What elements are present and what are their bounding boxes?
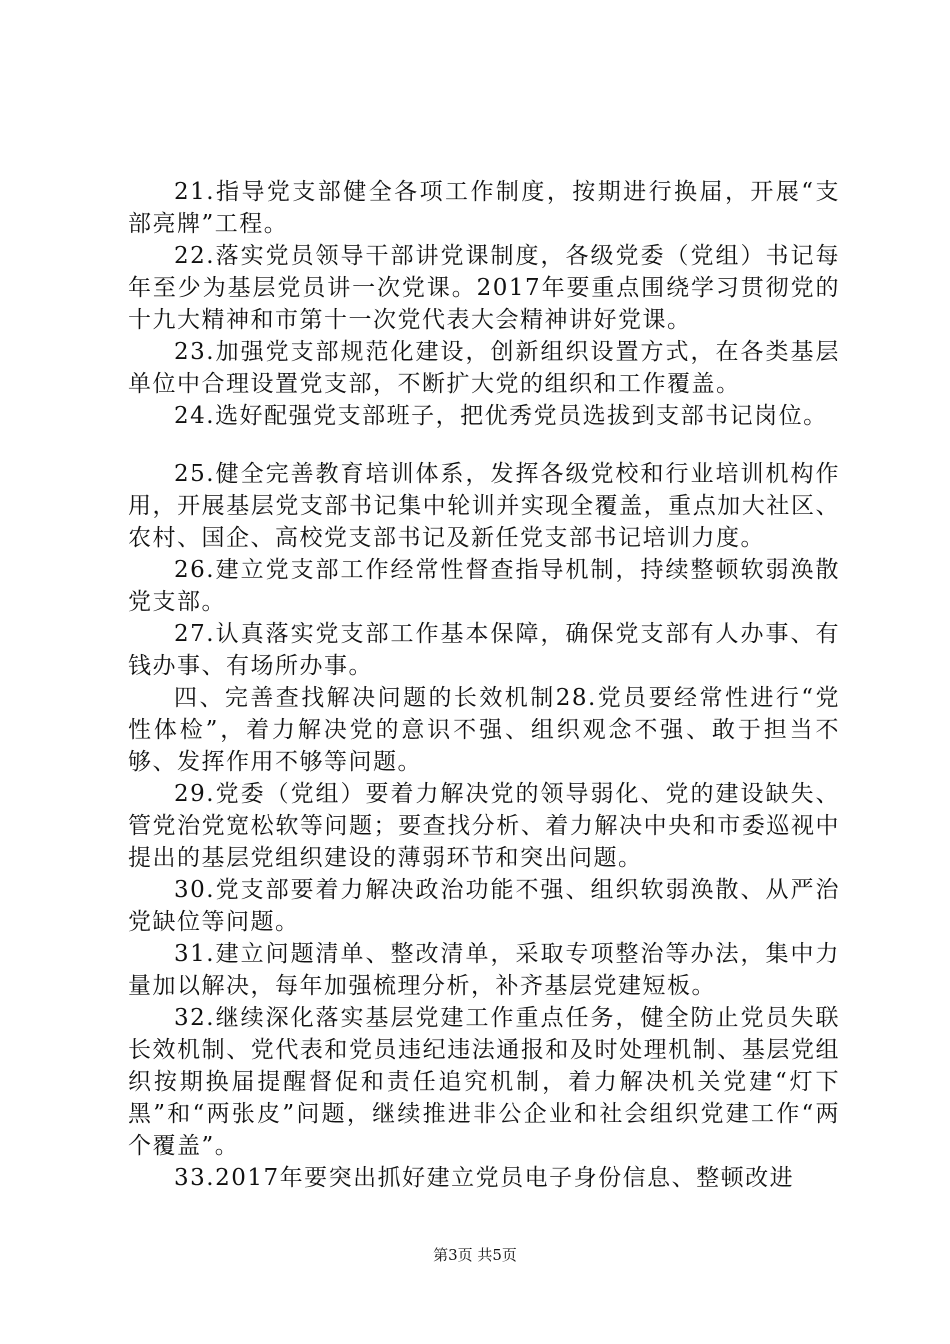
paragraph-21: 21.指导党支部健全各项工作制度，按期进行换届，开展“支部亮牌”工程。: [128, 179, 840, 237]
paragraph-22: 22.落实党员领导干部讲党课制度，各级党委（党组）书记每年至少为基层党员讲一次党课。2017年要重点围绕学习贯彻党的十九大精神和市第十一次党代表大会精神讲好党课。: [128, 243, 840, 333]
paragraph-section-four: 四、完善查找解决问题的长效机制28.党员要经常性进行“党性体检”，着力解决党的意识不强、组织观念不强、敢于担当不够、发挥作用不够等问题。: [128, 685, 840, 775]
paragraph-26: 26.建立党支部工作经常性督查指导机制，持续整顿软弱涣散党支部。: [128, 557, 840, 615]
paragraph-33: 33.2017年要突出抓好建立党员电子身份信息、整顿改进: [174, 1165, 795, 1191]
paragraph-25: 25.健全完善教育培训体系，发挥各级党校和行业培训机构作用，开展基层党支部书记集中轮训并实现全覆盖，重点加大社区、农村、国企、高校党支部书记及新任党支部书记培训力度。: [128, 461, 840, 551]
paragraph-29: 29.党委（党组）要着力解决党的领导弱化、党的建设缺失、管党治党宽松软等问题；要查找分析、着力解决中央和市委巡视中提出的基层党组织建设的薄弱环节和突出问题。: [128, 781, 840, 871]
paragraph-32: 32.继续深化落实基层党建工作重点任务，健全防止党员失联长效机制、党代表和党员违纪违法通报和及时处理机制、基层党组织按期换届提醒督促和责任追究机制，着力解决机关党建“灯下黑”和“两张皮”问题，继续推进非公企业和社会组织党建工作“两个覆盖”。: [128, 1005, 840, 1159]
document-body: [128, 176, 840, 1194]
page-number-footer: 第3页 共5页: [433, 1246, 517, 1264]
paragraph-31: 31.建立问题清单、整改清单，采取专项整治等办法，集中力量加以解决，每年加强梳理分析，补齐基层党建短板。: [128, 941, 840, 999]
paragraph-30: 30.党支部要着力解决政治功能不强、组织软弱涣散、从严治党缺位等问题。: [128, 877, 840, 935]
paragraph-24: 24.选好配强党支部班子，把优秀党员选拔到支部书记岗位。: [174, 403, 828, 429]
paragraph-23: 23.加强党支部规范化建设，创新组织设置方式，在各类基层单位中合理设置党支部，不断扩大党的组织和工作覆盖。: [128, 339, 840, 397]
paragraph-27: 27.认真落实党支部工作基本保障，确保党支部有人办事、有钱办事、有场所办事。: [128, 621, 840, 679]
